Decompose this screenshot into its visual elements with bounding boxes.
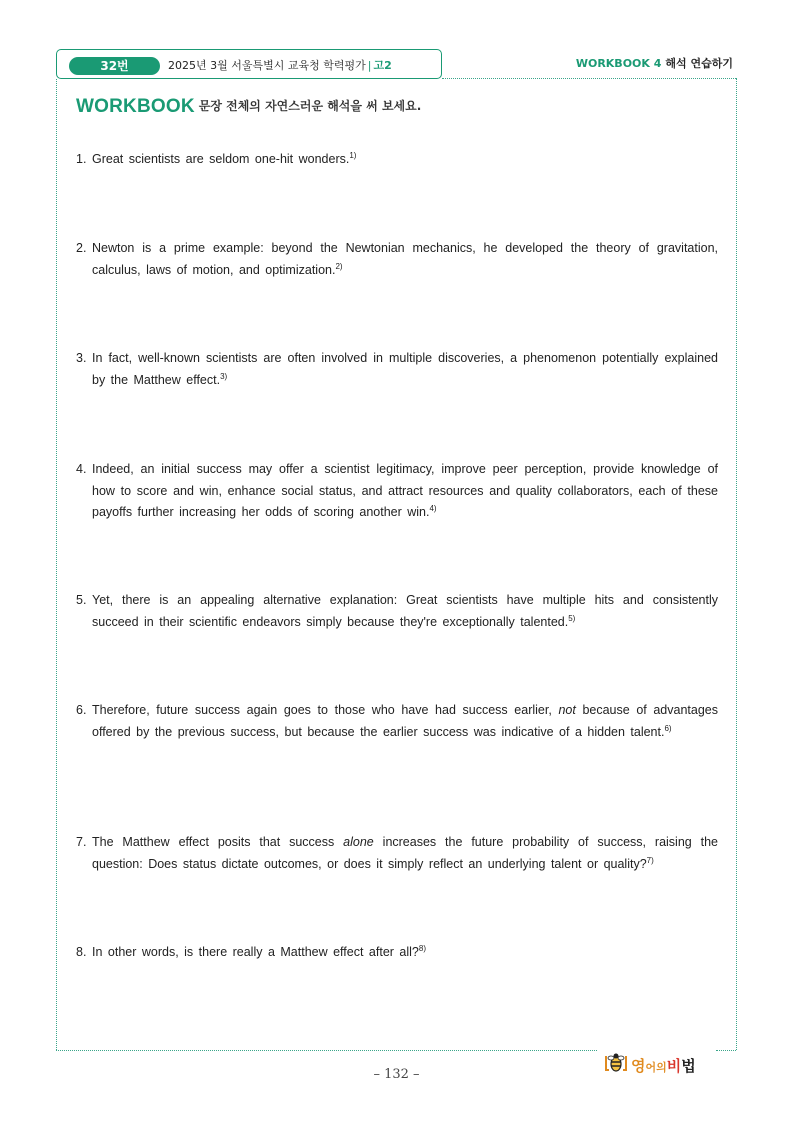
item-text	[76, 590, 718, 633]
item-number: 7.	[76, 835, 87, 849]
item-sentence: In fact, well-known scientists are often involved in multiple discoveries, a phenomenon potentially explained by the Matthew effect.	[92, 351, 718, 387]
sentence-item-7	[76, 832, 718, 875]
sentence-item-1	[76, 149, 718, 171]
sentence-item-6	[76, 700, 718, 743]
item-emphasis: alone	[343, 835, 374, 849]
exam-title-text: 2025년 3월 서울특별시 교육청 학력평가	[168, 59, 366, 72]
brand-part-4: 법	[681, 1056, 696, 1075]
item-text	[76, 942, 718, 964]
brand-part-1: 영	[631, 1056, 646, 1075]
item-sentence-start: Therefore, future success again goes to those who have had success earlier,	[92, 703, 559, 717]
footnote-marker: 6)	[664, 723, 672, 733]
footnote-marker: 2)	[335, 261, 343, 271]
footnote-marker: 1)	[349, 151, 357, 160]
item-sentence-end: increases the future probability of success, raising the question: Does status dictate outcomes, or does it simply reflect an underlying talent or quality?	[92, 835, 718, 871]
item-number: 8.	[76, 945, 87, 959]
brand-part-3: 비	[666, 1056, 682, 1075]
frame-bottom-border-right	[716, 1050, 736, 1051]
item-sentence: Yet, there is an appealing alternative explanation: Great scientists have multiple hits and consistently succeed in their scientific endeavors simply because they're exceptionally talented.	[92, 593, 718, 629]
sentence-item-5	[76, 590, 718, 633]
section-title-workbook: WORKBOOK	[76, 96, 195, 117]
brand-name	[631, 1055, 696, 1076]
brand-logo	[603, 1050, 696, 1078]
bee-logo-icon	[603, 1050, 629, 1080]
page-number: – 132 –	[373, 1067, 420, 1082]
footnote-marker: 7)	[646, 855, 654, 865]
item-sentence: Newton is a prime example: beyond the Newtonian mechanics, he developed the theory of gravitation, calculus, laws of motion, and optimization.	[92, 241, 718, 277]
workbook-topic: 해석 연습하기	[665, 57, 733, 70]
item-text	[76, 238, 718, 281]
item-number: 2.	[76, 241, 87, 255]
question-number-badge: 32번	[69, 57, 160, 75]
separator: |	[367, 59, 372, 72]
frame-right-border	[736, 78, 737, 1050]
exam-title	[168, 58, 392, 74]
item-sentence-end: because of advantages offered by the previous success, but because the earlier success was indicative of a hidden talent.	[92, 703, 718, 739]
item-text	[76, 832, 718, 875]
item-text	[76, 459, 718, 524]
section-title	[76, 96, 421, 118]
sentence-item-3	[76, 348, 718, 391]
item-number: 4.	[76, 462, 87, 476]
sentence-item-8	[76, 942, 718, 964]
item-number: 1.	[76, 152, 87, 166]
item-number: 5.	[76, 593, 87, 607]
item-sentence: Great scientists are seldom one-hit wonders.	[92, 152, 350, 166]
frame-left-border	[56, 79, 57, 1050]
item-sentence-start: The Matthew effect posits that success	[92, 835, 344, 849]
item-emphasis: not	[558, 703, 576, 717]
item-text	[76, 149, 718, 171]
item-text	[76, 700, 718, 743]
frame-bottom-border	[56, 1050, 597, 1051]
grade-label: 고2	[373, 59, 392, 72]
workbook-label: WORKBOOK 4	[575, 57, 662, 70]
item-text	[76, 348, 718, 391]
item-sentence: In other words, is there really a Matthew effect after all?	[92, 945, 419, 959]
frame-top-border	[442, 78, 736, 79]
workbook-header	[576, 56, 733, 72]
item-number: 3.	[76, 351, 87, 365]
footnote-marker: 3)	[220, 371, 228, 381]
footnote-marker: 8)	[418, 944, 426, 953]
item-number: 6.	[76, 703, 87, 717]
sentence-item-4	[76, 459, 718, 524]
footnote-marker: 4)	[429, 504, 437, 513]
item-sentence: Indeed, an initial success may offer a scientist legitimacy, improve peer perception, provide knowledge of how to score and win, enhance social status, and attract resources and quality collaborators, each of these payoffs further increasing her odds of scoring another win.	[92, 462, 718, 519]
footnote-marker: 5)	[568, 613, 576, 623]
section-instruction: 문장 전체의 자연스러운 해석을 써 보세요.	[198, 99, 422, 113]
sentence-item-2	[76, 238, 718, 281]
brand-part-2: 어의	[645, 1060, 667, 1074]
